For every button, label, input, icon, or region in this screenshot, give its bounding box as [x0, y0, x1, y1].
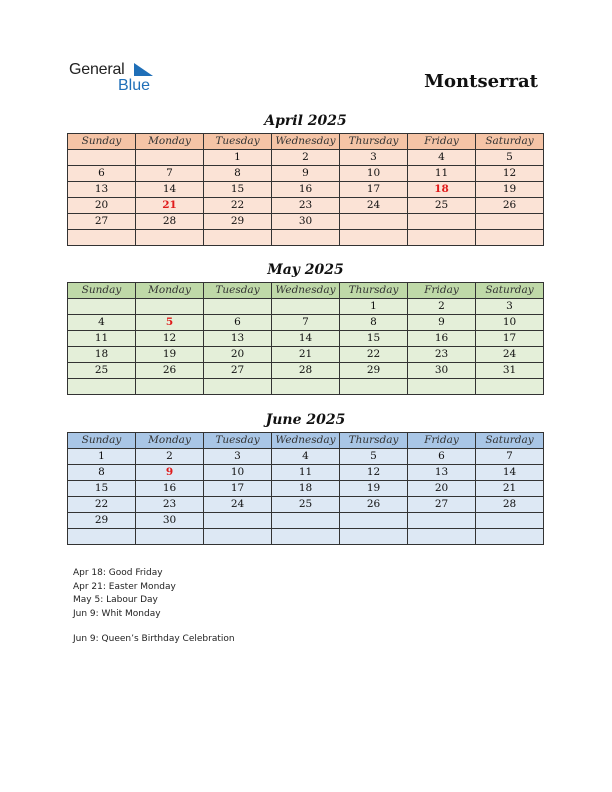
day-cell: 24: [340, 198, 408, 214]
week-row: [68, 315, 544, 331]
day-cell: 21: [476, 481, 544, 497]
weekday-thursday: Thursday: [340, 283, 408, 299]
week-row: [68, 214, 544, 230]
day-cell: 28: [272, 363, 340, 379]
day-cell: 1: [68, 449, 136, 465]
weekday-sunday: Sunday: [68, 283, 136, 299]
month-title-april: April 2025: [264, 113, 347, 129]
day-cell: [136, 379, 204, 395]
day-cell: 13: [204, 331, 272, 347]
day-cell: [136, 150, 204, 166]
weekday-thursday: Thursday: [340, 433, 408, 449]
day-cell: 18: [272, 481, 340, 497]
day-cell: [204, 299, 272, 315]
logo: [69, 61, 169, 97]
day-cell: 7: [272, 315, 340, 331]
week-row: [68, 497, 544, 513]
day-cell: 19: [340, 481, 408, 497]
day-cell: 10: [476, 315, 544, 331]
day-cell: 30: [272, 214, 340, 230]
day-cell: 7: [476, 449, 544, 465]
holiday-note: Apr 18: Good Friday: [73, 568, 163, 578]
day-cell: 31: [476, 363, 544, 379]
day-cell: [136, 230, 204, 246]
day-cell: [408, 513, 476, 529]
day-cell: [204, 379, 272, 395]
weekday-header-row: [68, 134, 544, 150]
day-cell: 30: [136, 513, 204, 529]
day-cell: 8: [68, 465, 136, 481]
weekday-sunday: Sunday: [68, 134, 136, 150]
day-cell: 9: [408, 315, 476, 331]
notes-spacer: [73, 621, 235, 633]
day-cell: [272, 513, 340, 529]
weekday-monday: Monday: [136, 283, 204, 299]
week-row: [68, 529, 544, 545]
day-cell: 2: [136, 449, 204, 465]
day-cell: [476, 379, 544, 395]
day-cell: 28: [136, 214, 204, 230]
day-cell: 20: [68, 198, 136, 214]
day-cell: 12: [136, 331, 204, 347]
day-cell: 8: [204, 166, 272, 182]
day-cell: 6: [204, 315, 272, 331]
day-cell: 17: [340, 182, 408, 198]
day-cell: [68, 379, 136, 395]
weekday-wednesday: Wednesday: [272, 283, 340, 299]
day-cell: [272, 230, 340, 246]
holiday-note-extra: Jun 9: Queen’s Birthday Celebration: [73, 634, 235, 644]
day-cell: [476, 513, 544, 529]
day-cell: [68, 150, 136, 166]
week-row: [68, 198, 544, 214]
day-cell: 2: [272, 150, 340, 166]
day-cell: [272, 529, 340, 545]
day-cell: [476, 230, 544, 246]
day-cell: 14: [476, 465, 544, 481]
day-cell: [272, 299, 340, 315]
day-cell: [68, 230, 136, 246]
weekday-sunday: Sunday: [68, 433, 136, 449]
week-row: [68, 230, 544, 246]
day-cell: 26: [136, 363, 204, 379]
week-row: [68, 513, 544, 529]
week-row: [68, 166, 544, 182]
day-cell: 16: [272, 182, 340, 198]
day-cell: 23: [408, 347, 476, 363]
country-title: Montserrat: [424, 71, 538, 92]
logo-text-general: General: [69, 61, 125, 78]
day-cell: 21: [272, 347, 340, 363]
calendar-may: [67, 282, 544, 395]
day-cell: 12: [476, 166, 544, 182]
calendar-april: [67, 133, 544, 246]
day-cell: 5: [476, 150, 544, 166]
day-cell: 19: [136, 347, 204, 363]
weekday-friday: Friday: [408, 283, 476, 299]
day-cell: 6: [408, 449, 476, 465]
day-cell: 23: [136, 497, 204, 513]
day-cell: 24: [204, 497, 272, 513]
weekday-monday: Monday: [136, 433, 204, 449]
day-cell: [476, 529, 544, 545]
logo-text-blue: Blue: [118, 77, 151, 94]
day-cell: 7: [136, 166, 204, 182]
week-row: [68, 331, 544, 347]
holiday-day-cell: 9: [136, 465, 204, 481]
day-cell: 27: [68, 214, 136, 230]
weekday-thursday: Thursday: [340, 134, 408, 150]
day-cell: 17: [204, 481, 272, 497]
day-cell: 17: [476, 331, 544, 347]
month-title-june: June 2025: [265, 412, 346, 428]
day-cell: 16: [136, 481, 204, 497]
day-cell: 22: [68, 497, 136, 513]
weekday-header-row: [68, 283, 544, 299]
day-cell: 29: [204, 214, 272, 230]
day-cell: 3: [476, 299, 544, 315]
day-cell: 23: [272, 198, 340, 214]
day-cell: [340, 513, 408, 529]
holiday-notes: [73, 567, 235, 647]
week-row: [68, 347, 544, 363]
day-cell: 15: [68, 481, 136, 497]
day-cell: 22: [340, 347, 408, 363]
day-cell: [408, 230, 476, 246]
day-cell: 24: [476, 347, 544, 363]
day-cell: 10: [340, 166, 408, 182]
day-cell: [204, 230, 272, 246]
weekday-header-row: [68, 433, 544, 449]
week-row: [68, 449, 544, 465]
day-cell: [68, 529, 136, 545]
calendar-june-body: [68, 449, 544, 545]
weekday-wednesday: Wednesday: [272, 134, 340, 150]
day-cell: 13: [68, 182, 136, 198]
month-title-may: May 2025: [267, 262, 344, 278]
weekday-wednesday: Wednesday: [272, 433, 340, 449]
day-cell: 18: [68, 347, 136, 363]
day-cell: 20: [204, 347, 272, 363]
holiday-day-cell: 21: [136, 198, 204, 214]
day-cell: 25: [408, 198, 476, 214]
day-cell: 3: [340, 150, 408, 166]
weekday-tuesday: Tuesday: [204, 134, 272, 150]
week-row: [68, 182, 544, 198]
day-cell: [340, 529, 408, 545]
day-cell: 4: [68, 315, 136, 331]
day-cell: [272, 379, 340, 395]
day-cell: 14: [136, 182, 204, 198]
day-cell: 15: [340, 331, 408, 347]
day-cell: [136, 299, 204, 315]
week-row: [68, 299, 544, 315]
holiday-day-cell: 18: [408, 182, 476, 198]
day-cell: 16: [408, 331, 476, 347]
day-cell: 6: [68, 166, 136, 182]
holiday-note: Jun 9: Whit Monday: [73, 608, 161, 619]
day-cell: 25: [68, 363, 136, 379]
weekday-saturday: Saturday: [476, 433, 544, 449]
day-cell: 28: [476, 497, 544, 513]
day-cell: 11: [272, 465, 340, 481]
day-cell: [340, 379, 408, 395]
day-cell: [408, 529, 476, 545]
day-cell: [136, 529, 204, 545]
day-cell: 26: [340, 497, 408, 513]
day-cell: 27: [204, 363, 272, 379]
day-cell: [408, 379, 476, 395]
week-row: [68, 150, 544, 166]
day-cell: [68, 299, 136, 315]
day-cell: [340, 214, 408, 230]
day-cell: 20: [408, 481, 476, 497]
week-row: [68, 363, 544, 379]
weekday-saturday: Saturday: [476, 283, 544, 299]
day-cell: 9: [272, 166, 340, 182]
weekday-saturday: Saturday: [476, 134, 544, 150]
holiday-note: May 5: Labour Day: [73, 595, 158, 605]
day-cell: [340, 230, 408, 246]
week-row: [68, 481, 544, 497]
week-row: [68, 465, 544, 481]
day-cell: 22: [204, 198, 272, 214]
day-cell: 11: [408, 166, 476, 182]
day-cell: 19: [476, 182, 544, 198]
day-cell: 13: [408, 465, 476, 481]
holiday-note: Apr 21: Easter Monday: [73, 581, 176, 592]
day-cell: 29: [340, 363, 408, 379]
calendar-june: [67, 432, 544, 545]
day-cell: 27: [408, 497, 476, 513]
day-cell: 3: [204, 449, 272, 465]
day-cell: 14: [272, 331, 340, 347]
day-cell: 15: [204, 182, 272, 198]
day-cell: [204, 529, 272, 545]
day-cell: 30: [408, 363, 476, 379]
day-cell: [408, 214, 476, 230]
day-cell: 4: [272, 449, 340, 465]
day-cell: 26: [476, 198, 544, 214]
week-row: [68, 379, 544, 395]
day-cell: [204, 513, 272, 529]
day-cell: 1: [340, 299, 408, 315]
day-cell: 4: [408, 150, 476, 166]
weekday-monday: Monday: [136, 134, 204, 150]
holiday-day-cell: 5: [136, 315, 204, 331]
calendar-may-body: [68, 299, 544, 395]
weekday-friday: Friday: [408, 134, 476, 150]
day-cell: 29: [68, 513, 136, 529]
day-cell: 8: [340, 315, 408, 331]
day-cell: 10: [204, 465, 272, 481]
day-cell: 2: [408, 299, 476, 315]
calendar-april-body: [68, 150, 544, 246]
day-cell: 12: [340, 465, 408, 481]
weekday-tuesday: Tuesday: [204, 283, 272, 299]
day-cell: 11: [68, 331, 136, 347]
day-cell: [476, 214, 544, 230]
day-cell: 25: [272, 497, 340, 513]
logo-flag-icon: [134, 63, 154, 77]
day-cell: 5: [340, 449, 408, 465]
weekday-tuesday: Tuesday: [204, 433, 272, 449]
day-cell: 1: [204, 150, 272, 166]
weekday-friday: Friday: [408, 433, 476, 449]
